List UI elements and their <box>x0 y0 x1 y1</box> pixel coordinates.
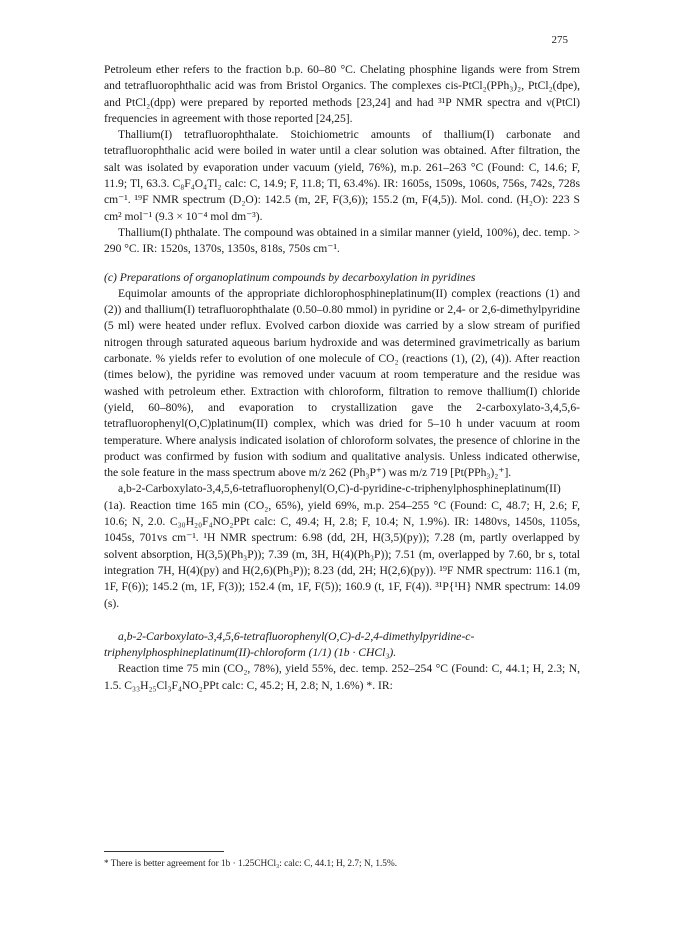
section-heading-c: (c) Preparations of organoplatinum compounds by decarboxylation in pyridines <box>104 270 476 284</box>
paragraph-thallium-phthalate: Thallium(I) phthalate. The compound was obtained in a similar manner (yield, 100%), dec. temp. > 290 °C. IR: 1520s, 1370s, 1350s, 818s, 750s cm⁻¹. <box>104 225 580 256</box>
paragraph-thallium-tetrafluorophthalate: Thallium(I) tetrafluorophthalate. Stoichiometric amounts of thallium(I) carbonate and tetrafluorophthalic acid were boiled in water until a clear solution was obtained. After filtration, the salt was isolated by evaporation under vacuum (yield, 76%), m.p. 261–263 °C (Found: C, 14.6; F, 11.9; Tl, 63.3. C₈F₄O₄Tl₂ calc: C, 14.9; F, 11.8; Tl, 63.4%). IR: 1605s, 1509s, 1060s, 756s, 742s, 728s cm⁻¹. ¹⁹F NMR spectrum (D₂O): 142.5 (m, 2F, F(3,6)); 155.2 (m, F(4,5)). Mol. cond. (H₂O): 223 S cm² mol⁻¹ (9.3 × 10⁻⁴ mol dm⁻³). <box>104 128 580 223</box>
body-text <box>104 62 580 694</box>
paragraph-compound-1a: a,b-2-Carboxylato-3,4,5,6-tetrafluorophenyl(O,C)-d-pyridine-c-triphenylphosphineplatinum(II) (1a). Reaction time 165 min (CO₂, 65%), yield 69%, m.p. 254–255 °C (Found: C, 48.7; H, 2.6; F, 10.6; N, 2.0. C₃₀H₂₀F₄NO₂PPt calc: C, 49.4; H, 2.8; F, 10.4; N, 1.9%). IR: 1480vs, 1450s, 1105s, 1045s, 701vs cm⁻¹. ¹H NMR spectrum: 6.98 (dd, 2H, H(3,5)(py)); 7.28 (m, partly overlapped by solvent absorption, H(3,5)(Ph₃P)); 7.39 (m, 3H, H(4)(Ph₃P)); 7.51 (m, overlapped by 7.60, br s, total integration 7H, H(4)(py) and H(2,6)(Ph₃P)); 8.23 (dd, 2H; H(2,6)(py)). ¹⁹F NMR spectrum: 116.1 (m, 1F, F(6)); 145.2 (m, 1F, F(3)); 152.4 (m, 1F, F(5)); 160.9 (t, 1F, F(4)). ³¹P{¹H} NMR spectrum: 14.09 (s). <box>104 482 580 610</box>
paragraph-decarboxylation-procedure: Equimolar amounts of the appropriate dichlorophosphineplatinum(II) complex (reactions (1) and (2)) and thallium(I) tetrafluorophthalate (0.50–0.80 mmol) in pyridine or 2,4- or 2,6-dimethylpyridine (5 ml) were heated under reflux. Evolved carbon dioxide was carried by a slow stream of purified nitrogen through saturated aqueous barium hydroxide and was determined gravimetrically as barium carbonate. % yields refer to evolution of one molecule of CO₂ (reactions (1), (2), (4)). After reaction (times below), the pyridine was removed under vacuum at room temperature and the residue was washed with petroleum ether. Extraction with chloroform, filtration to remove thallium(I) chloride (yield, 60–80%), and evaporation to crystallization gave the 2-carboxylato-3,4,5,6-tetrafluorophenyl(O,C)platinum(II) complex, which was dried for 5–10 h under vacuum at room temperature. Where analysis indicated isolation of chloroform solvates, the presence of chlorine in the product was confirmed by fusion with sodium and qualitative analysis. Unless indicated otherwise, the sole feature in the mass spectrum above m/z 262 (Ph₃P⁺) was m/z 719 [Pt(PPh₃)₂⁺]. <box>104 286 580 480</box>
footnote-rule <box>104 851 224 852</box>
footnote: * There is better agreement for 1b · 1.25CHCl₃: calc: C, 44.1; H, 2.7; N, 1.5%. <box>104 859 398 869</box>
paragraph-compound-1b-title: a,b-2-Carboxylato-3,4,5,6-tetrafluorophenyl(O,C)-d-2,4-dimethylpyridine-c-triphenylphosphineplatinum(II)-chloroform (1/1) (1b · CHCl₃). <box>104 629 475 660</box>
page-number: 275 <box>551 34 568 46</box>
paragraph-compound-1b-data: Reaction time 75 min (CO₂, 78%), yield 55%, dec. temp. 252–254 °C (Found: C, 44.1; H, 2.3; N, 1.5. C₃₃H₂₅Cl₃F₄NO₂PPt calc: C, 45.2; H, 2.8; N, 1.6%) *. IR: <box>104 662 580 692</box>
paragraph-materials: Petroleum ether refers to the fraction b.p. 60–80 °C. Chelating phosphine ligands were from Strem and tetrafluorophthalic acid was from Bristol Organics. The complexes cis-PtCl₂(PPh₃)₂, PtCl₂(dpe), and PtCl₂(dpp) were prepared by reported methods [23,24] and had ³¹P NMR spectra and ν(PtCl) frequencies in agreement with those reported [24,25]. <box>104 63 580 125</box>
